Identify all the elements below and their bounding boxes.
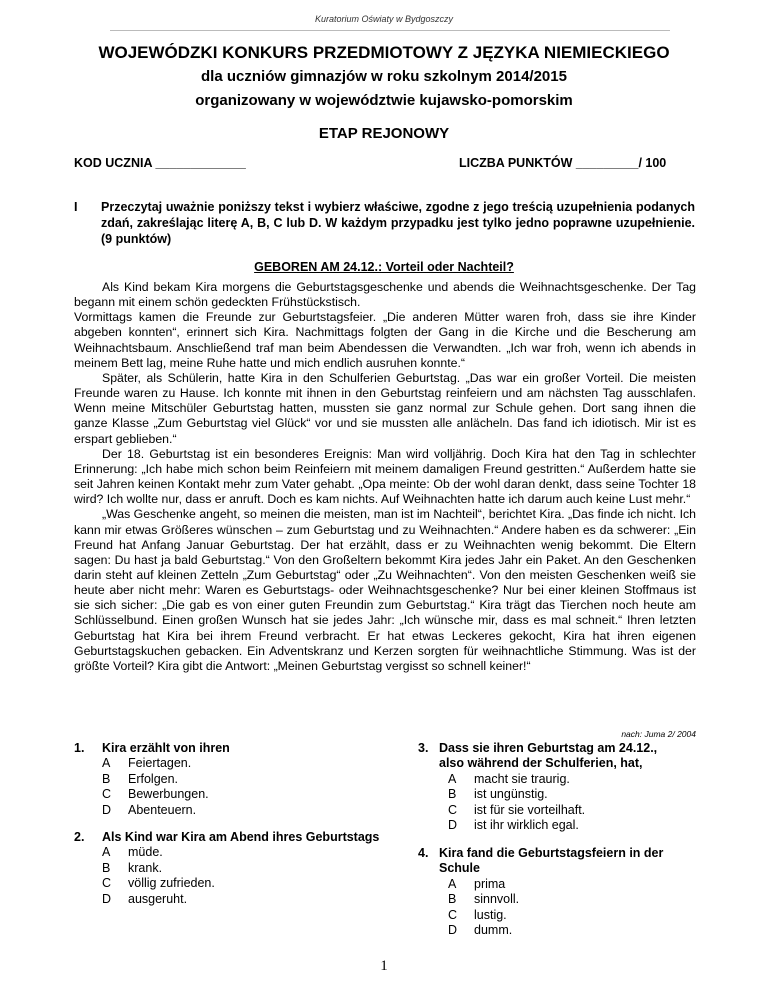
question-number: 2. [74, 830, 85, 844]
option-letter: D [102, 891, 112, 906]
option-text: ist ungünstig. [474, 787, 548, 802]
option-letter: D [448, 818, 458, 832]
contest-subtitle: dla uczniów gimnazjów w roku szkolnym 2014/2015 [201, 68, 567, 85]
question-number: 4. [418, 846, 429, 860]
contest-stage: ETAP REJONOWY [318, 125, 450, 142]
question-stem-continued: also während der Schulferien, hat, [439, 756, 643, 771]
option-letter: B [102, 860, 111, 875]
page-header: Kuratorium Oświaty w Bydgoszczy [314, 14, 454, 24]
option-text: dumm. [474, 923, 513, 937]
story-paragraph: Vormittags kamen die Freunde zur Geburtstagsfeier. „Die anderen Mütter waren froh, dass sie ihre Kinder abgeben konnten“, erinnert sich Kira. Nachmittags folgten der Gang in die Kirche und die Bescherung am Weihnachtsbaum. Anschließend traf man beim Abendessen die Verwandten. „Ich war froh, wenn ich abends in meinem Bett lag, meine Ruhe hatte und mich endlich ausruhen konnte.“ [74, 310, 696, 370]
option-text: ist für sie vorteilhaft. [474, 802, 586, 817]
option-letter: A [102, 756, 111, 771]
question-stem: Dass sie ihren Geburtstag am 24.12., [439, 741, 658, 755]
option-letter: D [102, 802, 112, 817]
option-letter: C [102, 876, 112, 891]
option-text: krank. [128, 860, 163, 875]
option-text: müde. [128, 845, 163, 860]
option-text: Abenteuern. [128, 802, 197, 817]
story-paragraph: Als Kind bekam Kira morgens die Geburtstagsgeschenke und abends die Weihnachtsgeschenke. Der Tag begann mit einem schön gedeckten Frühstückstisch. [74, 280, 696, 310]
header-divider [110, 30, 670, 31]
option-letter: D [448, 923, 458, 937]
option-letter: A [448, 771, 457, 786]
question-stem: Kira erzählt von ihren [102, 741, 230, 755]
story-source: nach: Juma 2/ 2004 [621, 729, 696, 739]
option-letter: C [448, 802, 458, 817]
question-1 [74, 741, 374, 821]
question-stem-continued: Schule [439, 861, 480, 876]
option-text: ausgeruht. [128, 891, 188, 906]
option-letter: B [102, 771, 111, 786]
question-stem: Als Kind war Kira am Abend ihres Geburtstags [102, 830, 380, 844]
question-3 [418, 741, 708, 836]
student-code-field: KOD UCZNIA _____________ [74, 156, 246, 170]
points-field: LICZBA PUNKTÓW _________/ 100 [459, 156, 667, 170]
option-text: prima [474, 876, 506, 891]
section-instruction: Przeczytaj uważnie poniższy tekst i wybierz właściwe, zgodne z jego treścią uzupełnienia podanych zdań, zakreślając literę A, B, C lub D. W każdym przypadku jest tylko jedno poprawne uzupełnienie. (9 punktów) [101, 200, 695, 246]
contest-title: WOJEWÓDZKI KONKURS PRZEDMIOTOWY Z JĘZYKA NIEMIECKIEGO [98, 43, 670, 62]
option-letter: B [448, 892, 457, 907]
story-title: GEBOREN AM 24.12.: Vorteil oder Nachteil? [254, 260, 514, 274]
option-text: Bewerbungen. [128, 787, 209, 802]
question-stem: Kira fand die Geburtstagsfeiern in der [439, 846, 664, 860]
story-paragraph: „Was Geschenke angeht, so meinen die meisten, man ist im Nachteil“, berichtet Kira. „Das finde ich nicht. Ich kann mir etwas Größeres wünschen – zum Geburtstag und zu Weihnachten.“ Andere haben es da schwerer: „Ein Freund hat Anfang Januar Geburtstag. Der hat erzählt, dass er zu Weihnachten wenig bekommt. Die Eltern sagen: Du hast ja bald Geburtstag.“ Von den Großeltern bekommt Kira jedes Jahr ein Paket. An den Geschenken darin steht auf kleinen Zetteln „Zum Geburtstag“ oder „Zu Weihnachten“. Von den meisten Geschenken weiß sie heute aber nicht mehr: Waren es Geburtstags- oder Weihnachtsgeschenke? Nur bei einer kleinen Stoffmaus ist sie sich sicher: „Die gab es von einer guten Freundin zum Geburtstag.“ Kira trägt das Tierchen noch heute am Schlüsselbund. Einen großen Wunsch hat sie jedes Jahr: „Ich wünsche mir, dass es mal schneit.“ Ihren letzten Geburtstag hat Kira bei ihrem Freund verbracht. Er hat etwas Leckeres gekocht, Kira hat ihren eigenen Geburtstagskuchen gebacken. Ein Adventskranz und Kerzen sorgten für weihnachtliche Stimmung. Was ist der größte Vorteil? Kira gibt die Antwort: „Meinen Geburtstag vergisst so schnell keiner!“ [74, 507, 696, 673]
option-text: ist ihr wirklich egal. [474, 818, 579, 832]
option-letter: A [102, 845, 111, 860]
story-text [74, 280, 696, 674]
question-number: 3. [418, 741, 429, 755]
option-text: macht sie traurig. [474, 771, 570, 786]
option-text: lustig. [474, 907, 507, 922]
contest-region: organizowany w województwie kujawsko-pomorskim [195, 92, 573, 109]
story-paragraph: Der 18. Geburtstag ist ein besonderes Ereignis: Man wird volljährig. Doch Kira hat den Tag in schlechter Erinnerung: „Ich habe mich schon beim Reinfeiern mit meinem damaligen Freund gestritten.“ Außerdem hatte sie seit Jahren keinen Kontakt mehr zum Vater gehabt. „Opa meinte: Ob der wohl daran denkt, dass seine Tochter 18 wird? Ich wollte nur, dass er anruft. Doch es kam nichts. Auf Weihnachten hatte ich darum auch keine Lust mehr.“ [74, 446, 696, 507]
option-text: sinnvoll. [474, 892, 520, 907]
option-letter: C [448, 907, 458, 922]
option-text: Erfolgen. [128, 771, 179, 786]
question-number: 1. [74, 741, 85, 755]
option-letter: C [102, 787, 112, 802]
option-text: völlig zufrieden. [128, 876, 215, 891]
option-letter: A [448, 876, 457, 891]
page-number: 1 [380, 958, 388, 974]
question-2 [74, 830, 414, 910]
section-number: I [74, 200, 78, 214]
story-paragraph: Später, als Schülerin, hatte Kira in den Schulferien Geburtstag. „Das war ein großer Vorteil. Die meisten Freunde waren zu Hause. Ich konnte mit ihnen in den Geburtstag reinfeiern und am nächsten Tag ausschlafen. Wenn meine Mitschüler Geburtstag hatten, mussten sie ganz normal zur Schule gehen. Dort sang ihnen die ganze Klasse „Zum Geburtstag viel Glück“ vor und sie mussten alle anlächeln. Das fand ich idiotisch. Mir ist es erspart geblieben.“ [74, 370, 696, 446]
option-text: Feiertagen. [128, 756, 192, 771]
option-letter: B [448, 787, 457, 802]
question-4 [418, 846, 708, 941]
